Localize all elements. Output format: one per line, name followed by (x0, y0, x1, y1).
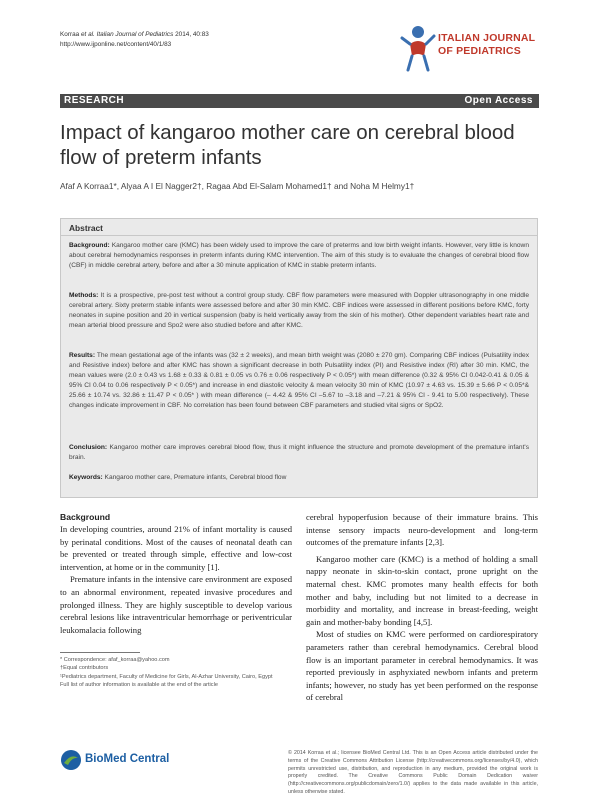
results-text: The mean gestational age of the infants was (32 ± 2 weeks), and mean birth weight was (2080 ± 270 gm). Comparing CBF indices (Pulsatility index and Resistive index) before and after KMC has shown a significant decrease in both Pulsatility index (PI) and Resistive index (RI) after 30 min. KMC, the mean values were (2.0 ± 0.43 vs 1.68 ± 0.33 & 0.81 ± 0.05 vs 0.76 ± 0.06 respectively P < 0.05*) with mean difference (0.32 & 95% CI 0.042-0.41 & 0.05 & 95% CI 0.04 to 0.06 respectively P < 0.05*) and increase in end diastolic velocity & mean velocity 30 min of KMC (10.97 ± 4.63 vs. 15.39 ± 5.66 P < 0.05*& 25.66 ± 10.74 vs. 32.86 ± 11.47 P < 0.05* ) with mean difference (– 4.42 & 95% CI –5.67 to –3.18 and –7.21 & 95% CI - 9.41 to 5.00 respectively). These changes indicate improvement in CBF. No correlation has been found between CBF parameters and studied vital signs or SpO2. (69, 352, 529, 409)
journal-logo (398, 22, 538, 78)
keywords-text: Kangaroo mother care, Premature infants, Cerebral blood flow (102, 474, 287, 481)
article-type-label: RESEARCH (64, 95, 125, 106)
biomed-logo-text: BioMed Central (85, 753, 170, 765)
keywords-label: Keywords: (69, 474, 103, 481)
affiliation-note: ¹Pediatrics department, Faculty of Medicine for Girls, Al-Azhar University, Cairo, Egypt (60, 673, 273, 680)
abstract-results (69, 351, 529, 411)
author-list: Afaf A Korraa1*, Alyaa A I El Nagger2†, Ragaa Abd El-Salam Mohamed1† and Noha M Helmy1† (60, 181, 415, 191)
body-paragraph: cerebral hypoperfusion because of their immature brains. This intense sensory impacts neuro-development and long-term outcomes of the premature infants [2,3]. (306, 512, 538, 548)
author-info-note: Full list of author information is available at the end of the article (60, 682, 218, 689)
correspondence-note: * Correspondence: afaf_korraa@yahoo.com (60, 657, 170, 663)
biomed-central-logo (60, 749, 180, 773)
citation-journal: et al. Italian Journal of Pediatrics (80, 31, 174, 38)
article-title: Impact of kangaroo mother care on cerebral blood flow of preterm infants (60, 121, 515, 169)
conclusion-label: Conclusion: (69, 444, 108, 451)
citation-prefix: Korraa (60, 31, 81, 38)
body-right-column (306, 511, 538, 704)
abstract-methods (69, 291, 529, 331)
body-paragraph: Premature infants in the intensive care environment are exposed to an abnormal environment, repeated invasive procedures and prolonged illness. They are highly susceptible to develop various cerebral lesions like intraventricular hemorrhage or periventricular leukomalacia following (60, 574, 292, 635)
background-text: Kangaroo mother care (KMC) has been widely used to improve the care of preterms and low birth weight infants. However, very little is known about cerebral hemodynamics responses in preterm infants during KMC intervention. The aim of this study is to evaluate the changes of cerebral blood flow (CBF) in middle cerebral artery, before and after a 30 minute application of KMC in stable preterm infants. (69, 242, 529, 269)
biomed-swoosh-icon (60, 749, 82, 771)
methods-label: Methods: (69, 292, 99, 299)
abstract-heading: Abstract (69, 223, 103, 233)
footnote-divider (60, 652, 140, 653)
background-label: Background: (69, 242, 110, 249)
equal-contrib-note: †Equal contributors (60, 665, 109, 672)
journal-logo-line2: OF PEDIATRICS (438, 44, 521, 57)
abstract-background (69, 241, 529, 271)
article-url[interactable]: http://www.ijponline.net/content/40/1/83 (60, 41, 172, 48)
license-statement: © 2014 Korraa et al.; licensee BioMed Central Ltd. This is an Open Access article distributed under the terms of the Creative Commons Attribution License (http://creativecommons.org/licenses/by/4.0), which permits unrestricted use, distribution, and reproduction in any medium, provided the original work is properly credited. The Creative Commons Public Domain Dedication waiver (http://creativecommons.org/publicdomain/zero/1.0/) applies to the data made available in this article, unless otherwise stated. (288, 750, 538, 795)
body-paragraph: In developing countries, around 21% of infant mortality is caused by perinatal conditions. Most of the causes of neonatal death can be prevented or treated through simple, effective and low-cost intervention, at home or in the community [1]. (60, 524, 292, 572)
abstract-box (60, 218, 538, 498)
abstract-conclusion (69, 443, 529, 463)
journal-logo-text (438, 32, 535, 57)
abstract-divider (61, 235, 537, 236)
section-heading-background: Background (60, 512, 111, 522)
child-figure-icon (398, 22, 438, 78)
methods-text: It is a prospective, pre-post test without a control group study. CBF flow parameters were measured with Doppler ultrasonography in one middle cerebral artery. Sixty preterm stable infants were assessed before and after 30 min KMC. CBF indices were assessed in different positions before KMC, forty neonates in supine position and 20 in vertical suspension (baby is held vertically away from the skin of his mother). Other dependent variables heart rate and mean arterial blood pressure and Spo2 were also studied before and after KMC. (69, 292, 529, 329)
body-paragraph: Most of studies on KMC were performed on cardiorespiratory parameters rather than cerebral hemodynamics. Cerebral blood flow is an important parameter in cerebral hemodynamics. It was reported previously in asphyxiated newborn infants and preterm infants; however, no study has yet been performed on the response of cerebral (306, 629, 538, 703)
body-paragraph: Kangaroo mother care (KMC) is a method of holding a small nappy neonate in skin-to-skin contact, prone upright on the maternal chest. KMC promotes many health effects for both mother and baby, including but not limited to a decrease in morbidity and mortality, and increase in breast-feeding, weight gain and mother-baby bonding [4,5]. (306, 553, 538, 627)
body-left-column (60, 511, 292, 636)
abstract-keywords (69, 473, 529, 483)
article-type-band (60, 94, 539, 108)
conclusion-text: Kangaroo mother care improves cerebral blood flow, thus it might influence the structure and promote development of the premature infant's brain. (69, 444, 529, 461)
footnotes (60, 656, 292, 690)
header-citation (60, 30, 209, 50)
open-access-label: Open Access (464, 95, 533, 106)
results-label: Results: (69, 352, 96, 359)
citation-volume: 2014, 40:83 (173, 31, 209, 38)
journal-logo-line1: ITALIAN JOURNAL (438, 32, 536, 44)
